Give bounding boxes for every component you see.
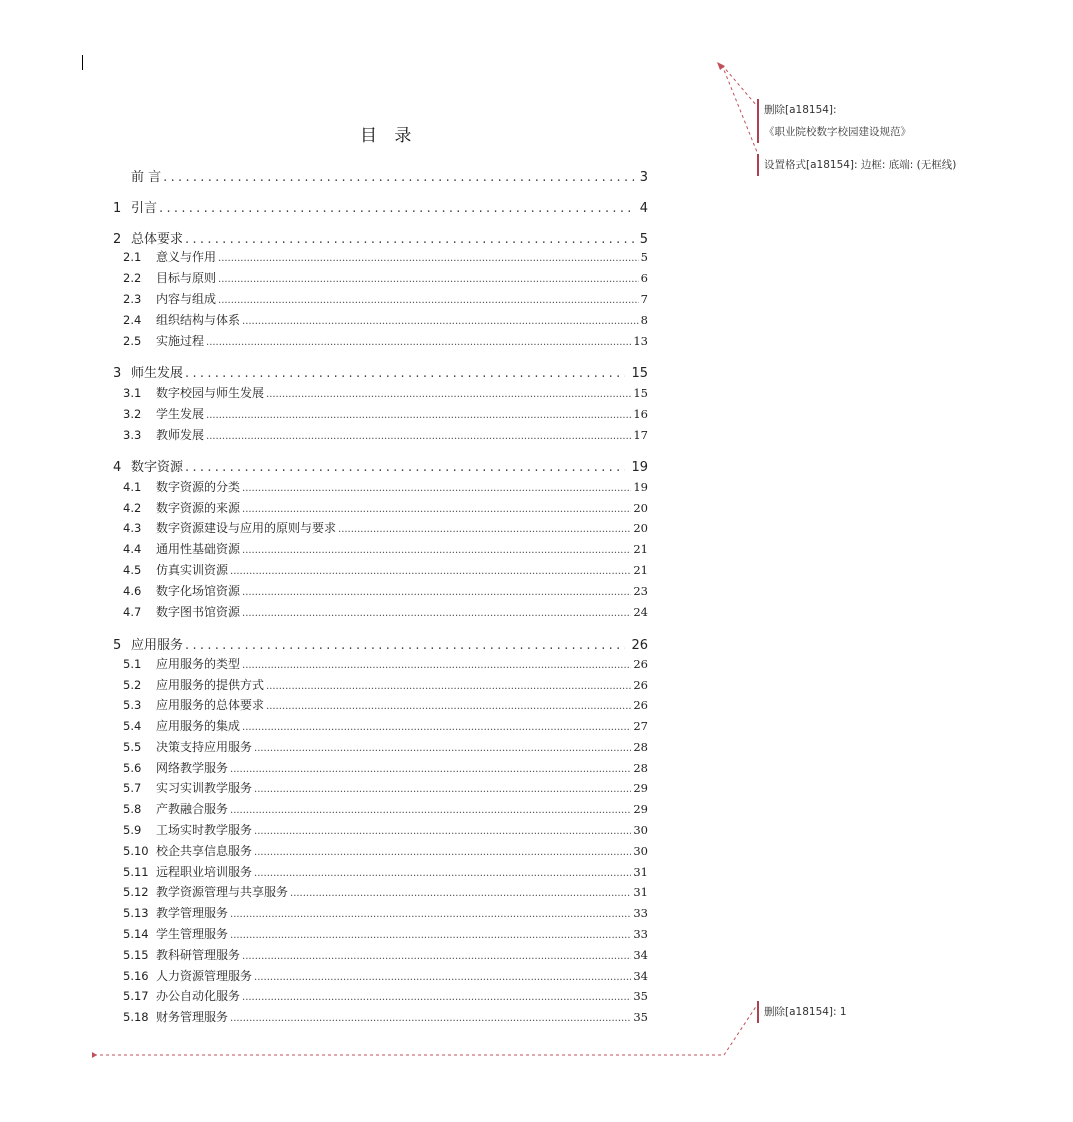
- toc-entry-number: 5.8: [123, 802, 142, 816]
- toc-entry-title: 数字资源的来源: [156, 501, 241, 515]
- toc-entry-page: 34: [633, 948, 648, 962]
- markup-line-format: [722, 65, 757, 152]
- toc-entry-page: 29: [633, 781, 648, 795]
- comment-detail: 1: [839, 1006, 847, 1018]
- toc-entry-title: 数字校园与师生发展: [156, 386, 265, 400]
- toc-title: 目 录: [360, 126, 418, 146]
- toc-entry-number: 3.1: [123, 386, 142, 400]
- anchor-marker-1: [717, 62, 725, 70]
- toc-entry-title: 应用服务的提供方式: [156, 678, 265, 692]
- toc-entry-page: 8: [640, 313, 648, 327]
- toc-entry-title: 教学资源管理与共享服务: [156, 885, 289, 899]
- toc-entry-page: 4: [639, 201, 648, 216]
- toc-entry-page: 19: [633, 480, 648, 494]
- toc-entry-title: 通用性基础资源: [156, 542, 241, 556]
- comment-label: 删除[a18154]:: [764, 1006, 837, 1018]
- toc-entry-number: 5.1: [123, 657, 142, 671]
- toc-entry-title: 网络教学服务: [156, 761, 229, 775]
- toc-entry-title: 目标与原则: [156, 271, 217, 285]
- toc-entry-page: 35: [633, 1010, 648, 1024]
- toc-entry-number: 5.3: [123, 698, 142, 712]
- toc-entry-title: 意义与作用: [156, 250, 217, 264]
- toc-entry-number: 4.3: [123, 521, 142, 535]
- toc-entry-number: 5.9: [123, 823, 142, 837]
- comment-label: 设置格式[a18154]:: [764, 159, 858, 171]
- toc-entry-number: 3: [113, 366, 122, 381]
- toc-entry-title: 人力资源管理服务: [156, 969, 253, 983]
- toc-entry-title: 引言: [131, 201, 158, 216]
- toc-entry-title: 数字资源: [131, 460, 184, 475]
- toc-entry-page: 21: [633, 563, 648, 577]
- toc-entry-number: 2.1: [123, 250, 142, 264]
- toc-entry-title: 内容与组成: [156, 292, 217, 306]
- toc-entry-number: 4.2: [123, 501, 142, 515]
- toc-entry-number: 1: [113, 201, 122, 216]
- toc-entry-number: 5.6: [123, 761, 142, 775]
- toc-entry-number: 2: [113, 232, 122, 247]
- toc-entry-number: 5.18: [123, 1010, 149, 1024]
- toc-entry-title: 教科研管理服务: [156, 948, 241, 962]
- toc-entry-page: 26: [633, 698, 648, 712]
- toc-entry-title: 组织结构与体系: [156, 313, 241, 327]
- toc-entry-number: 5.4: [123, 719, 142, 733]
- comment-format-border[interactable]: [757, 154, 956, 176]
- toc-entry-title: 应用服务的集成: [156, 719, 241, 733]
- toc-entry-number: 4.6: [123, 584, 142, 598]
- comment-detail: 《职业院校数字校园建设规范》: [764, 126, 911, 138]
- toc-entry-page: 5: [640, 250, 648, 264]
- toc-entry-number: 2.5: [123, 334, 142, 348]
- toc-entry-page: 33: [633, 927, 648, 941]
- toc-entry-page: 26: [633, 657, 648, 671]
- toc-entry-title: 工场实时教学服务: [156, 823, 253, 837]
- toc-entry-page: 13: [633, 334, 648, 348]
- toc-entry-title: 数字资源建设与应用的原则与要求: [156, 521, 337, 535]
- toc-entry-page: 17: [633, 428, 648, 442]
- toc-entry-page: 30: [633, 823, 648, 837]
- toc-entry-number: 5.16: [123, 969, 149, 983]
- comment-delete-title[interactable]: [757, 99, 911, 143]
- toc-entry-title: 校企共享信息服务: [156, 844, 253, 858]
- toc-entry-title: 数字化场馆资源: [156, 584, 241, 598]
- toc-entry-number: 5.13: [123, 906, 149, 920]
- toc-entry-page: 16: [633, 407, 648, 421]
- toc-entry-number: 3.2: [123, 407, 142, 421]
- toc-entry-page: 29: [633, 802, 648, 816]
- toc-entry-number: 5.2: [123, 678, 142, 692]
- anchor-marker-2: [92, 1052, 97, 1058]
- toc-entry-page: 23: [633, 584, 648, 598]
- toc-entry-page: 28: [633, 740, 648, 754]
- toc-entry-page: 20: [633, 501, 648, 515]
- toc-entry-number: 5.10: [123, 844, 149, 858]
- toc-entry-page: 3: [639, 170, 648, 185]
- toc-entry-title: 产教融合服务: [156, 802, 229, 816]
- toc-entry-number: 5.12: [123, 885, 149, 899]
- toc-entry-page: 24: [633, 605, 648, 619]
- toc-entry-page: 21: [633, 542, 648, 556]
- toc-entry-title: 教师发展: [156, 428, 205, 442]
- toc-entry-page: 26: [633, 678, 648, 692]
- toc-entry-page: 28: [633, 761, 648, 775]
- toc-entry-title: 仿真实训资源: [156, 563, 229, 577]
- toc-entry-title: 前 言: [131, 170, 162, 185]
- toc-entry-number: 4.5: [123, 563, 142, 577]
- comment-detail: 边框: 底端: (无框线): [860, 159, 957, 171]
- toc-entry-title: 决策支持应用服务: [156, 740, 253, 754]
- toc-entry-page: 26: [631, 638, 648, 653]
- markup-line-delete-2: [94, 1005, 757, 1055]
- toc-entry-page: 19: [631, 460, 648, 475]
- toc-entry-page: 7: [640, 292, 648, 306]
- toc-entry-title: 实习实训教学服务: [156, 781, 253, 795]
- toc-entry-number: 2.4: [123, 313, 142, 327]
- toc-entry-number: 3.3: [123, 428, 142, 442]
- toc-entry-number: 4.7: [123, 605, 142, 619]
- comment-label: 删除[a18154]:: [764, 104, 837, 116]
- toc-entry-page: 6: [640, 271, 648, 285]
- toc-entry-title: 远程职业培训服务: [156, 865, 253, 879]
- toc-entry-page: 34: [633, 969, 648, 983]
- toc-entry-page: 35: [633, 989, 648, 1003]
- toc-entry-number: 5: [113, 638, 122, 653]
- toc-entry-page: 27: [633, 719, 648, 733]
- toc-entry-title: 数字资源的分类: [156, 480, 241, 494]
- toc-entry-number: 5.7: [123, 781, 142, 795]
- toc-entry-title: 总体要求: [131, 232, 184, 247]
- toc-entry-number: 4.4: [123, 542, 142, 556]
- toc-entry-title: 数字图书馆资源: [156, 605, 241, 619]
- toc-entry-number: 4: [113, 460, 122, 475]
- toc-entry-page: 15: [631, 366, 648, 381]
- toc-entry-title: 学生管理服务: [156, 927, 229, 941]
- markup-line-delete-1: [722, 65, 757, 106]
- toc-entry-title: 实施过程: [156, 334, 205, 348]
- toc-entry-page: 15: [633, 386, 648, 400]
- toc-entry-title: 应用服务: [131, 638, 184, 653]
- toc-entry-page: 5: [639, 232, 648, 247]
- toc-entry-page: 31: [633, 885, 648, 899]
- toc-entry-title: 师生发展: [131, 366, 184, 381]
- toc-entry-page: 20: [633, 521, 648, 535]
- toc-entry-title: 应用服务的类型: [156, 657, 241, 671]
- toc-entry-title: 教学管理服务: [156, 906, 229, 920]
- toc-entry-page: 33: [633, 906, 648, 920]
- toc-entry-number: 5.15: [123, 948, 149, 962]
- toc-entry-number: 5.11: [123, 865, 149, 879]
- toc-entry-number: 5.17: [123, 989, 149, 1003]
- toc-entry-title: 办公自动化服务: [156, 989, 241, 1003]
- toc-entry-number: 2.2: [123, 271, 142, 285]
- toc-entry-title: 财务管理服务: [156, 1010, 229, 1024]
- toc-entry-number: 4.1: [123, 480, 142, 494]
- toc-entry-number: 5.14: [123, 927, 149, 941]
- toc-entry-title: 应用服务的总体要求: [156, 698, 265, 712]
- toc-entry-number: 2.3: [123, 292, 142, 306]
- toc-entry-title: 学生发展: [156, 407, 205, 421]
- toc-entry-number: 5.5: [123, 740, 142, 754]
- comment-delete-number[interactable]: [757, 1001, 847, 1023]
- toc-entry-page: 30: [633, 844, 648, 858]
- toc-entry-page: 31: [633, 865, 648, 879]
